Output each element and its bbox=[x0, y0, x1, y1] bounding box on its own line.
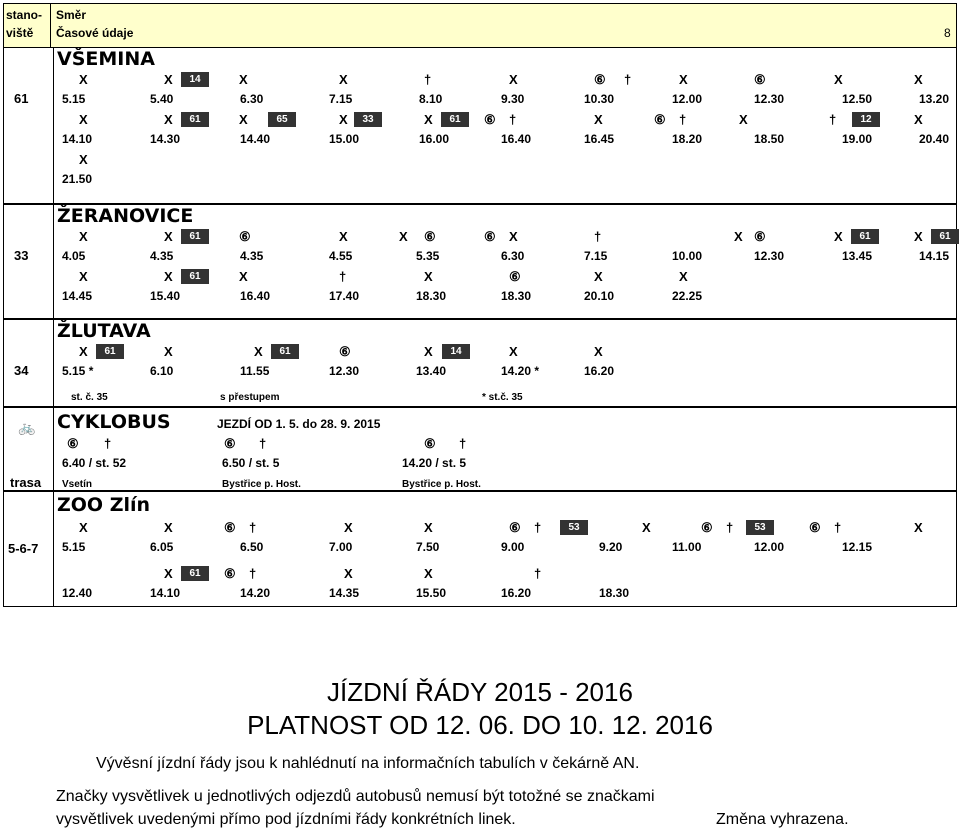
departure-time: 15.50 bbox=[416, 586, 447, 600]
departure-mark: ⑥ bbox=[484, 112, 496, 127]
connection-badge: 12 bbox=[852, 112, 880, 127]
stop-name: VŠEMINA bbox=[57, 48, 155, 70]
departure-time: 8.10 bbox=[419, 92, 443, 106]
departure-time: 5.15 bbox=[62, 92, 86, 106]
departure-time: 6.50 / st. 5 bbox=[222, 456, 280, 470]
bicycle-icon: 🚲 bbox=[18, 420, 36, 436]
connection-badge: 61 bbox=[271, 344, 299, 359]
departure-time: 10.00 bbox=[672, 249, 703, 263]
departure-mark: ⑥ bbox=[484, 229, 496, 244]
footer-title: JÍZDNÍ ŘÁDY 2015 - 2016 bbox=[327, 677, 633, 707]
departure-mark: X bbox=[79, 112, 88, 127]
departure-time: 7.15 bbox=[584, 249, 608, 263]
row-note: s přestupem bbox=[220, 392, 280, 403]
departure-time: 14.35 bbox=[329, 586, 360, 600]
footer-change-note: Změna vyhrazena. bbox=[716, 811, 849, 828]
stand-number: 33 bbox=[14, 248, 29, 263]
departure-mark: ⑥ bbox=[654, 112, 666, 127]
departure-time: 12.30 bbox=[329, 364, 360, 378]
connection-badge: 61 bbox=[181, 269, 209, 284]
departure-mark: X bbox=[834, 72, 843, 87]
departure-mark: X bbox=[739, 112, 748, 127]
departure-time: 18.30 bbox=[599, 586, 630, 600]
times-header: Časové údaje bbox=[56, 26, 134, 40]
departure-mark: X bbox=[424, 566, 433, 581]
departure-mark: X bbox=[679, 72, 688, 87]
departure-time: 6.40 / st. 52 bbox=[62, 456, 127, 470]
connection-badge: 61 bbox=[96, 344, 124, 359]
departure-mark: ⑥ bbox=[701, 520, 713, 535]
departure-time: 18.30 bbox=[416, 289, 447, 303]
departure-mark: X bbox=[79, 344, 88, 359]
departure-time: 9.30 bbox=[501, 92, 525, 106]
departure-time: 4.35 bbox=[240, 249, 264, 263]
table-header bbox=[4, 4, 956, 48]
stand-number: 61 bbox=[14, 91, 29, 106]
departure-mark: X bbox=[344, 520, 353, 535]
departure-mark: X bbox=[424, 344, 433, 359]
stop-name: ZOO Zlín bbox=[57, 494, 151, 516]
departure-time: 21.50 bbox=[62, 172, 93, 186]
departure-time: 5.35 bbox=[416, 249, 440, 263]
departure-time: 12.30 bbox=[754, 249, 785, 263]
stop-name: CYKLOBUS bbox=[57, 411, 171, 433]
connection-badge: 53 bbox=[560, 520, 588, 535]
stand-header-2: viště bbox=[6, 26, 34, 40]
departure-time: 16.20 bbox=[584, 364, 615, 378]
departure-time: 12.15 bbox=[842, 540, 873, 554]
departure-mark: † bbox=[259, 436, 267, 451]
departure-time: 18.30 bbox=[501, 289, 532, 303]
departure-mark: X bbox=[424, 269, 433, 284]
departure-mark: X bbox=[239, 112, 248, 127]
departure-mark: ⑥ bbox=[224, 436, 236, 451]
departure-time: 14.15 bbox=[919, 249, 950, 263]
connection-badge: 61 bbox=[931, 229, 959, 244]
departure-time: 20.40 bbox=[919, 132, 950, 146]
departure-time: 14.45 bbox=[62, 289, 93, 303]
departure-mark: X bbox=[164, 112, 173, 127]
departure-mark: ⑥ bbox=[239, 229, 251, 244]
departure-time: 16.45 bbox=[584, 132, 615, 146]
departure-mark: X bbox=[339, 229, 348, 244]
departure-time: 16.00 bbox=[419, 132, 450, 146]
departure-mark: X bbox=[239, 72, 248, 87]
stand-number: 34 bbox=[14, 363, 29, 378]
validity-info: JEZDÍ OD 1. 5. do 28. 9. 2015 bbox=[217, 417, 381, 431]
departure-mark: X bbox=[254, 344, 263, 359]
departure-mark: ⑥ bbox=[509, 520, 521, 535]
departure-mark: X bbox=[164, 269, 173, 284]
departure-time: 12.50 bbox=[842, 92, 873, 106]
departure-mark: ⑥ bbox=[424, 229, 436, 244]
departure-mark: X bbox=[642, 520, 651, 535]
departure-time: 9.00 bbox=[501, 540, 525, 554]
departure-mark: † bbox=[726, 520, 734, 535]
departure-time: 14.20 / st. 5 bbox=[402, 456, 467, 470]
departure-mark: X bbox=[339, 72, 348, 87]
departure-mark: X bbox=[914, 112, 923, 127]
departure-mark: X bbox=[424, 520, 433, 535]
departure-mark: † bbox=[249, 520, 257, 535]
row-note: st. č. 35 bbox=[71, 392, 108, 403]
connection-badge: 33 bbox=[354, 112, 382, 127]
departure-mark: † bbox=[534, 520, 542, 535]
departure-mark: X bbox=[509, 344, 518, 359]
departure-time: 6.30 bbox=[240, 92, 264, 106]
departure-time: 10.30 bbox=[584, 92, 615, 106]
departure-mark: ⑥ bbox=[509, 269, 521, 284]
departure-mark: † bbox=[459, 436, 467, 451]
stand-header: stano- bbox=[6, 8, 42, 22]
departure-time: 5.15 bbox=[62, 540, 86, 554]
departure-mark: † bbox=[104, 436, 112, 451]
departure-time: 13.20 bbox=[919, 92, 950, 106]
departure-time: 14.20 bbox=[240, 586, 271, 600]
departure-mark: X bbox=[914, 229, 923, 244]
departure-time: 6.10 bbox=[150, 364, 174, 378]
stop-name: ŽLUTAVA bbox=[57, 320, 151, 342]
departure-mark: † bbox=[624, 72, 632, 87]
departure-time: 14.40 bbox=[240, 132, 271, 146]
connection-badge: 14 bbox=[181, 72, 209, 87]
departure-time: 12.40 bbox=[62, 586, 93, 600]
connection-badge: 61 bbox=[441, 112, 469, 127]
departure-mark: X bbox=[914, 520, 923, 535]
departure-mark: † bbox=[249, 566, 257, 581]
departure-mark: X bbox=[509, 229, 518, 244]
departure-mark: X bbox=[734, 229, 743, 244]
departure-mark: † bbox=[679, 112, 687, 127]
departure-time: 5.15 * bbox=[62, 364, 94, 378]
departure-mark: X bbox=[834, 229, 843, 244]
departure-mark: † bbox=[829, 112, 837, 127]
departure-time: 5.40 bbox=[150, 92, 174, 106]
departure-time: 6.05 bbox=[150, 540, 174, 554]
departure-mark: X bbox=[344, 566, 353, 581]
departure-mark: X bbox=[914, 72, 923, 87]
departure-mark: X bbox=[79, 269, 88, 284]
departure-time: 16.40 bbox=[240, 289, 271, 303]
departure-time: 13.45 bbox=[842, 249, 873, 263]
footer-note-2: Značky vysvětlivek u jednotlivých odjezdů autobusů nemusí být totožné se značkami bbox=[56, 788, 655, 805]
row-note: Bystřice p. Host. bbox=[402, 479, 481, 490]
departure-mark: X bbox=[679, 269, 688, 284]
departure-time: 16.20 bbox=[501, 586, 532, 600]
departure-time: 17.40 bbox=[329, 289, 360, 303]
stand-number: 5-6-7 bbox=[8, 541, 39, 556]
departure-mark: X bbox=[594, 112, 603, 127]
departure-mark: X bbox=[239, 269, 248, 284]
footer-validity: PLATNOST OD 12. 06. DO 10. 12. 2016 bbox=[247, 710, 713, 740]
departure-mark: X bbox=[399, 229, 408, 244]
departure-mark: X bbox=[79, 152, 88, 167]
departure-mark: ⑥ bbox=[809, 520, 821, 535]
connection-badge: 61 bbox=[181, 229, 209, 244]
departure-time: 20.10 bbox=[584, 289, 615, 303]
departure-time: 11.55 bbox=[240, 364, 270, 378]
departure-time: 7.15 bbox=[329, 92, 353, 106]
departure-mark: ⑥ bbox=[224, 520, 236, 535]
departure-mark: X bbox=[339, 112, 348, 127]
departure-mark: X bbox=[164, 520, 173, 535]
departure-mark: X bbox=[164, 566, 173, 581]
departure-mark: † bbox=[339, 269, 347, 284]
page-number: 8 bbox=[944, 26, 951, 40]
departure-mark: X bbox=[164, 72, 173, 87]
departure-mark: X bbox=[164, 229, 173, 244]
departure-mark: ⑥ bbox=[67, 436, 79, 451]
departure-mark: ⑥ bbox=[224, 566, 236, 581]
departure-time: 18.20 bbox=[672, 132, 703, 146]
row-note: Vsetín bbox=[62, 479, 93, 490]
departure-time: 12.00 bbox=[672, 92, 703, 106]
timetable-frame bbox=[3, 3, 957, 607]
departure-time: 19.00 bbox=[842, 132, 873, 146]
departure-time: 12.00 bbox=[754, 540, 785, 554]
departure-mark: X bbox=[509, 72, 518, 87]
departure-mark: X bbox=[424, 112, 433, 127]
departure-mark: ⑥ bbox=[424, 436, 436, 451]
connection-badge: 65 bbox=[268, 112, 296, 127]
departure-mark: ⑥ bbox=[339, 344, 351, 359]
row-note: * st.č. 35 bbox=[482, 392, 523, 403]
departure-mark: † bbox=[834, 520, 842, 535]
departure-mark: X bbox=[79, 229, 88, 244]
departure-time: 12.30 bbox=[754, 92, 785, 106]
departure-time: 6.50 bbox=[240, 540, 264, 554]
departure-mark: X bbox=[79, 520, 88, 535]
direction-header: Směr bbox=[56, 8, 87, 22]
stop-name: ŽERANOVICE bbox=[57, 205, 194, 227]
footer-note-1: Vývěsní jízdní řády jsou k nahlédnutí na informačních tabulích v čekárně AN. bbox=[96, 755, 640, 772]
departure-mark: X bbox=[79, 72, 88, 87]
departure-time: 16.40 bbox=[501, 132, 532, 146]
connection-badge: 61 bbox=[181, 566, 209, 581]
departure-time: 7.50 bbox=[416, 540, 440, 554]
connection-badge: 61 bbox=[851, 229, 879, 244]
departure-mark: ⑥ bbox=[594, 72, 606, 87]
departure-time: 6.30 bbox=[501, 249, 525, 263]
departure-mark: † bbox=[534, 566, 542, 581]
departure-time: 11.00 bbox=[672, 540, 702, 554]
departure-mark: † bbox=[594, 229, 602, 244]
departure-time: 15.00 bbox=[329, 132, 360, 146]
departure-time: 4.05 bbox=[62, 249, 86, 263]
departure-mark: ⑥ bbox=[754, 229, 766, 244]
departure-time: 15.40 bbox=[150, 289, 181, 303]
departure-time: 4.55 bbox=[329, 249, 353, 263]
departure-time: 13.40 bbox=[416, 364, 447, 378]
footer-note-3: vysvětlivek uvedenými přímo pod jízdními řády konkrétních linek. bbox=[56, 811, 516, 828]
connection-badge: 14 bbox=[442, 344, 470, 359]
departure-time: 18.50 bbox=[754, 132, 785, 146]
departure-time: 4.35 bbox=[150, 249, 174, 263]
departure-mark: X bbox=[594, 269, 603, 284]
departure-time: 14.10 bbox=[150, 586, 181, 600]
departure-time: 9.20 bbox=[599, 540, 623, 554]
departure-mark: ⑥ bbox=[754, 72, 766, 87]
departure-time: 14.20 * bbox=[501, 364, 540, 378]
departure-mark: X bbox=[164, 344, 173, 359]
connection-badge: 61 bbox=[181, 112, 209, 127]
departure-mark: † bbox=[424, 72, 432, 87]
departure-mark: † bbox=[509, 112, 517, 127]
departure-time: 14.30 bbox=[150, 132, 181, 146]
route-label: trasa bbox=[10, 475, 42, 490]
departure-time: 7.00 bbox=[329, 540, 353, 554]
connection-badge: 53 bbox=[746, 520, 774, 535]
row-note: Bystřice p. Host. bbox=[222, 479, 301, 490]
departure-time: 14.10 bbox=[62, 132, 93, 146]
departure-mark: X bbox=[594, 344, 603, 359]
departure-time: 22.25 bbox=[672, 289, 703, 303]
